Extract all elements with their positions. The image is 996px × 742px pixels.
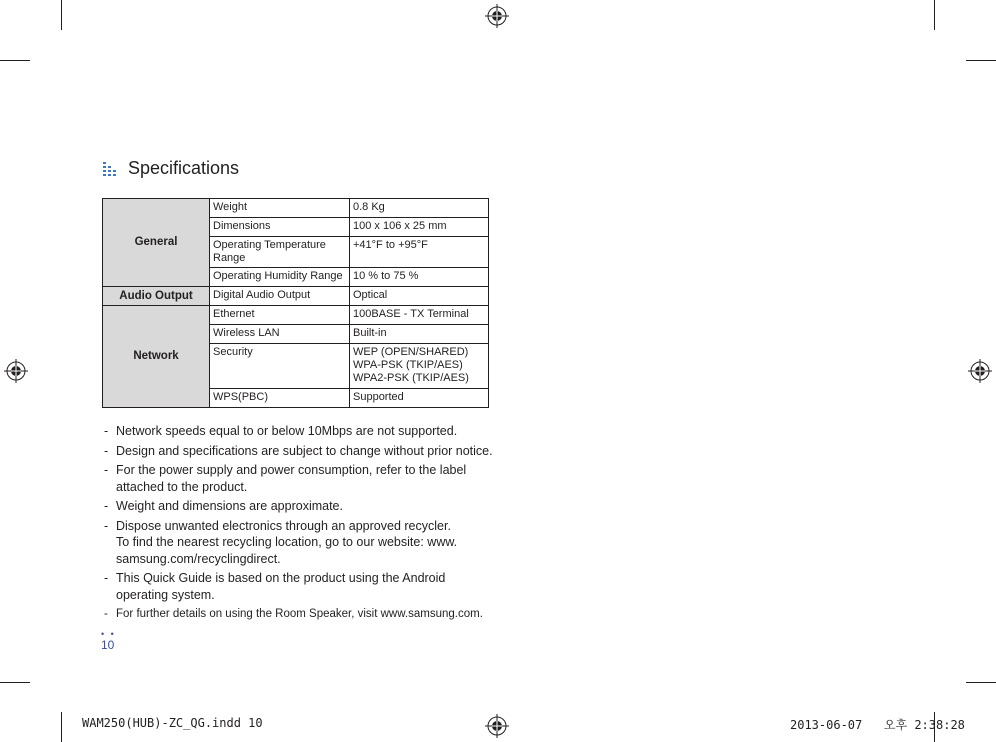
grid-icon: [103, 161, 119, 177]
list-item: - For further details on using the Room Speaker, visit www.samsung.com.: [100, 606, 500, 623]
note-line: To find the nearest recycling location, go to our website: www.: [116, 535, 458, 549]
spec-name: Dimensions: [210, 218, 350, 237]
spec-value: Supported: [350, 389, 489, 408]
note-line: - For the power supply and power consumption, refer to the label: [116, 463, 467, 477]
spec-value: [350, 344, 489, 389]
registration-mark-icon: [485, 714, 509, 738]
list-item: [100, 462, 500, 495]
note-line: - This Quick Guide is based on the product using the Android: [116, 571, 446, 585]
crop-mark: [934, 0, 935, 30]
specifications-table: [102, 198, 489, 408]
note-line: - Dispose unwanted electronics through an approved recycler.: [116, 518, 451, 533]
spec-name: Security: [210, 344, 350, 389]
crop-mark: [61, 712, 62, 742]
page-number: [101, 630, 116, 652]
spec-name: Operating Temperature Range: [210, 237, 350, 268]
category-audio-output: Audio Output: [103, 287, 210, 306]
spec-name: Digital Audio Output: [210, 287, 350, 306]
crop-mark: [0, 682, 30, 683]
spec-name: Operating Humidity Range: [210, 268, 350, 287]
registration-mark-icon: [4, 359, 28, 383]
list-item: - Network speeds equal to or below 10Mbps are not supported.: [100, 423, 500, 440]
security-value-line: WPA-PSK (TKIP/AES): [353, 359, 463, 371]
registration-mark-icon: [485, 4, 509, 28]
spec-value: Built-in: [350, 325, 489, 344]
spec-value: 100 x 106 x 25 mm: [350, 218, 489, 237]
crop-mark: [61, 0, 62, 30]
spec-value: 10 % to 75 %: [350, 268, 489, 287]
crop-mark: [966, 682, 996, 683]
crop-mark: [966, 60, 996, 61]
slug-date: 2013-06-07 오후 2:38:28: [790, 718, 965, 732]
slug-filename: WAM250(HUB)-ZC_QG.indd 10: [82, 716, 263, 730]
spec-name: WPS(PBC): [210, 389, 350, 408]
list-item: - Weight and dimensions are approximate.: [100, 498, 500, 515]
spec-value: 0.8 Kg: [350, 199, 489, 218]
note-line: samsung.com/recyclingdirect.: [116, 551, 281, 566]
note-line: attached to the product.: [116, 479, 248, 494]
registration-mark-icon: [968, 359, 992, 383]
section-heading: [103, 158, 239, 179]
category-general: General: [103, 199, 210, 287]
notes-list: [100, 423, 500, 626]
spec-name: Ethernet: [210, 306, 350, 325]
page-number-text: 10: [101, 638, 115, 652]
crop-mark: [0, 60, 30, 61]
note-line: operating system.: [116, 587, 215, 602]
list-item: [100, 570, 500, 603]
table-row: [103, 306, 489, 325]
table-row: [103, 199, 489, 218]
spec-value: +41°F to +95°F: [350, 237, 489, 268]
spec-name: Weight: [210, 199, 350, 218]
spec-value: 100BASE - TX Terminal: [350, 306, 489, 325]
dots-icon: • •: [101, 629, 116, 639]
table-row: [103, 287, 489, 306]
list-item: - Design and specifications are subject to change without prior notice.: [100, 443, 500, 460]
spec-value: Optical: [350, 287, 489, 306]
page-title: Specifications: [128, 158, 240, 178]
list-item: [100, 518, 500, 568]
spec-name: Wireless LAN: [210, 325, 350, 344]
category-network: Network: [103, 306, 210, 408]
security-value-line: WEP (OPEN/SHARED): [353, 346, 469, 358]
security-value-line: WPA2-PSK (TKIP/AES): [353, 372, 469, 384]
